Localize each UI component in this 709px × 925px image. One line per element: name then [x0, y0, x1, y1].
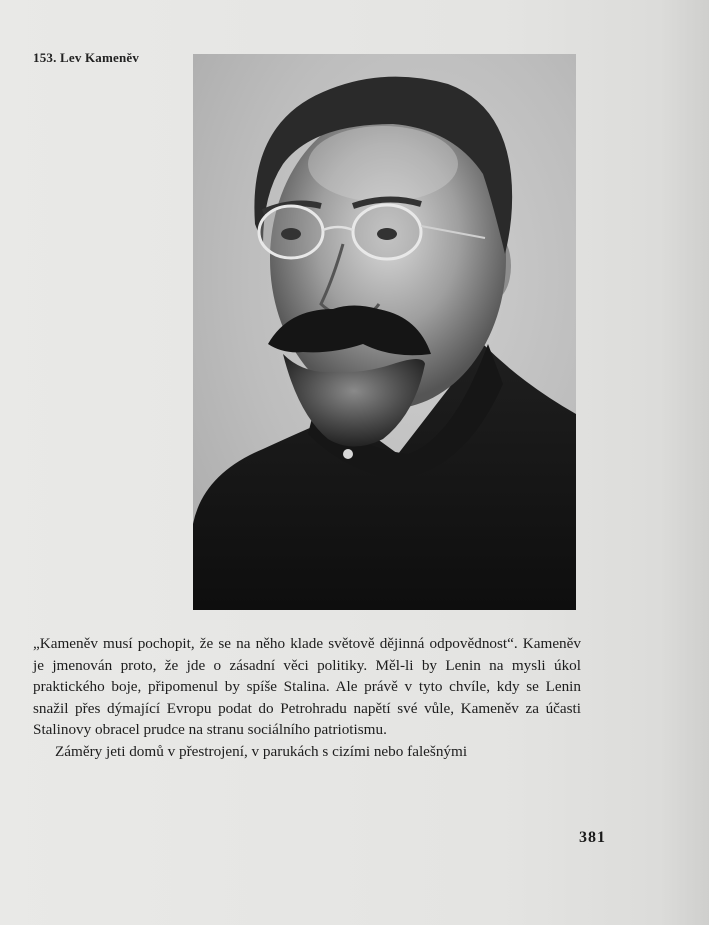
portrait-photo [193, 54, 576, 610]
figure-caption: 153. Lev Kameněv [33, 50, 140, 65]
paragraph: „Kameněv musí pochopit, že se na něho klade světově dějinná odpovědnost“. Kameněv je jmenován proto, že jde o zásadní věci politiky. Měl-li by Lenin na mysli úkol praktického boje, připomenul by spíše Stalina. Ale právě v tyto chvíle, kdy se Lenin snažil přes dýmající Evropu podat do Petrohradu napětí své vůle, Kameněv za účasti Stalinovy obracel prudce na stranu sociálního patriotismu. [33, 635, 581, 739]
paragraph: Záměry jeti domů v přestrojení, v parukách s cizími nebo falešnými [55, 742, 468, 760]
body-text [33, 633, 581, 763]
page-number: 381 [579, 829, 606, 846]
